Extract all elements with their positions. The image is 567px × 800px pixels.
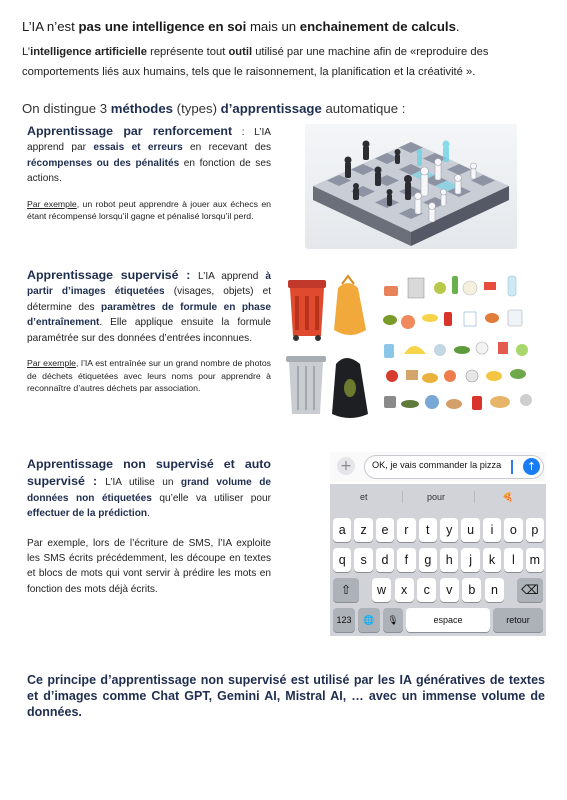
key-p[interactable]: p — [526, 518, 544, 542]
body-text: en fonction de ses actions. — [27, 157, 272, 185]
key-l[interactable]: l — [504, 548, 522, 572]
suggestion-divider — [402, 491, 403, 503]
body-text: . — [147, 508, 150, 520]
intro-definition — [22, 42, 552, 82]
key-k[interactable]: k — [483, 548, 501, 572]
body-text: L’IA apprend par — [27, 127, 271, 154]
body-bold: récompenses ou des pénalités — [27, 157, 180, 169]
suggestion-3[interactable]: 🍕 — [502, 492, 514, 502]
conclusion-paragraph: Ce principe d’apprentissage non supervisé est utilisé par les IA génératives de textes et d’images comme Chat GPT, Gemini AI, Mistral AI, … avec un immense volume de données. — [27, 673, 545, 719]
intro-text: L’ — [22, 46, 31, 58]
methods-heading — [22, 101, 405, 116]
intro-text: mais un — [246, 19, 300, 34]
intro-line-1 — [22, 18, 552, 36]
return-key[interactable]: retour — [493, 608, 543, 632]
example-label: Par exemple — [27, 358, 76, 369]
chess-board-image — [305, 124, 517, 249]
key-j[interactable]: j — [461, 548, 479, 572]
body-bold: effectuer de la prédiction — [27, 508, 148, 520]
reinforcement-example — [27, 198, 271, 223]
key-e[interactable]: e — [376, 518, 394, 542]
key-h[interactable]: h — [440, 548, 458, 572]
key-m[interactable]: m — [526, 548, 544, 572]
send-arrow-icon[interactable]: ↑ — [523, 458, 540, 475]
key-q[interactable]: q — [333, 548, 351, 572]
supervised-example — [27, 357, 271, 395]
waste-items-image — [280, 268, 550, 428]
example-label: Par exemple — [27, 198, 77, 209]
message-input[interactable] — [364, 455, 544, 479]
waste-illustration — [280, 268, 550, 428]
heading-text: On distingue 3 — [22, 101, 111, 116]
key-t[interactable]: t — [419, 518, 437, 542]
separator: : — [232, 127, 255, 138]
key-y[interactable]: y — [440, 518, 458, 542]
sms-keyboard-illustration — [330, 452, 546, 636]
body-bold: grand volume de données non étiquetées — [27, 477, 272, 504]
intro-bold: pas une intelligence en soi — [78, 19, 247, 34]
example-text: , un robot peut apprendre à jouer aux échecs en étant récompensé lorsqu’il gagne et pénalisé lorsqu’il perd. — [27, 198, 271, 222]
heading-bold: d’apprentissage — [220, 101, 322, 116]
intro-text: . — [455, 19, 460, 34]
separator: : — [178, 268, 199, 282]
text-cursor — [511, 460, 513, 474]
key-o[interactable]: o — [504, 518, 522, 542]
unsupervised-example: Par exemple, lors de l’écriture de SMS, l’IA exploite les SMS écrits précédemment, les découpe en textes et blocs de mots qui vont servir à prédire les mots en fonction des mots déjà écrits. — [27, 537, 271, 595]
intro-text: représente tout — [146, 46, 229, 58]
suggestion-1[interactable]: et — [360, 492, 368, 502]
globe-icon[interactable]: 🌐 — [358, 608, 380, 632]
key-x[interactable]: x — [395, 578, 414, 602]
body-text: . Elle applique ensuite la formule paramétrée sur des données d’entrées inconnues. — [27, 317, 271, 344]
key-r[interactable]: r — [397, 518, 415, 542]
key-a[interactable]: a — [333, 518, 351, 542]
supervised-paragraph — [27, 268, 271, 346]
body-text: en recevant des — [182, 142, 271, 154]
message-text: OK, je vais commander la pizza — [372, 460, 502, 470]
body-bold: à partir d’images étiquetées — [27, 271, 271, 298]
body-text: (visages, objets) et détermine des — [27, 286, 271, 313]
microphone-icon[interactable]: 🎙 — [383, 608, 403, 632]
key-w[interactable]: w — [372, 578, 391, 602]
key-g[interactable]: g — [419, 548, 437, 572]
key-u[interactable]: u — [461, 518, 479, 542]
body-bold: paramètres de formule en phase d’entraînement — [27, 301, 271, 329]
key-s[interactable]: s — [354, 548, 372, 572]
heading-bold: méthodes — [110, 101, 174, 116]
suggestion-divider — [474, 491, 475, 503]
example-text: , l’IA est entraînée sur un grand nombre de photos de déchets étiquetées avec leurs noms pour apprendre à reconnaître d’autres déchets par association. — [27, 358, 271, 394]
suggestion-2[interactable]: pour — [427, 492, 446, 502]
keyboard — [330, 484, 546, 636]
intro-text: L’IA n’est — [22, 19, 79, 34]
reinforcement-section — [27, 124, 271, 223]
separator: : — [84, 474, 106, 489]
supervised-title: Apprentissage supervisé — [27, 268, 179, 282]
key-v[interactable]: v — [440, 578, 459, 602]
intro-bold: enchainement de calculs — [299, 19, 456, 34]
key-d[interactable]: d — [376, 548, 394, 572]
heading-text: (types) — [173, 101, 221, 116]
space-key[interactable]: espace — [406, 608, 490, 632]
numbers-key[interactable]: 123 — [333, 608, 355, 632]
body-bold: essais et erreurs — [93, 142, 183, 154]
body-text: L’IA apprend — [198, 271, 266, 282]
heading-text: automatique : — [321, 101, 406, 116]
unsupervised-section — [27, 456, 271, 597]
reinforcement-paragraph — [27, 124, 271, 187]
red-bin-icon — [288, 280, 326, 341]
shift-key-icon[interactable]: ⇧ — [333, 578, 359, 602]
unsupervised-title: Apprentissage non supervisé et auto supervisé — [27, 457, 271, 489]
intro-bold: outil — [228, 46, 253, 58]
key-b[interactable]: b — [462, 578, 481, 602]
key-n[interactable]: n — [485, 578, 504, 602]
chess-illustration — [305, 124, 517, 249]
supervised-section — [27, 268, 271, 395]
key-i[interactable]: i — [483, 518, 501, 542]
metal-bin-icon — [286, 356, 326, 414]
backspace-key-icon[interactable]: ⌫ — [517, 578, 543, 602]
plus-icon[interactable]: + — [337, 457, 355, 475]
body-text: qu’elle va utiliser pour — [151, 492, 271, 504]
message-bar — [330, 452, 546, 482]
key-z[interactable]: z — [354, 518, 372, 542]
key-c[interactable]: c — [417, 578, 436, 602]
key-f[interactable]: f — [397, 548, 415, 572]
intro-bold: intelligence artificielle — [30, 46, 147, 58]
reinforcement-title: Apprentissage par renforcement — [27, 124, 233, 138]
body-text: L’IA utilise un — [105, 477, 181, 489]
intro-text: utilisé par une machine afin de «reproduire des comportements liés aux humains, tels que le raisonnement, la planification et la créativité ». — [22, 46, 489, 78]
unsupervised-paragraph — [27, 456, 271, 522]
